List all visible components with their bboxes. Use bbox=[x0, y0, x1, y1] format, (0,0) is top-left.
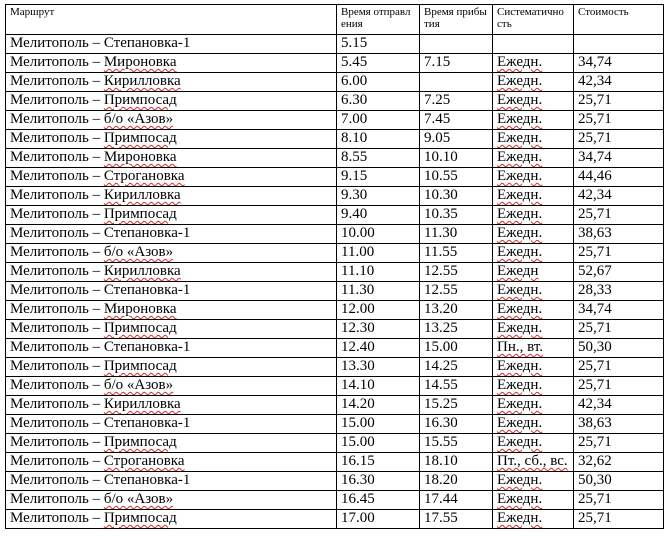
arrival-cell: 11.55 bbox=[420, 244, 493, 263]
route-destination: Примпосад bbox=[103, 130, 177, 146]
route-origin: Мелитополь – bbox=[10, 472, 104, 488]
price-cell: 32,62 bbox=[574, 453, 664, 472]
price-cell: 25,71 bbox=[574, 377, 664, 396]
frequency-cell bbox=[493, 415, 574, 434]
route-origin: Мелитополь – bbox=[10, 111, 104, 127]
departure-cell: 13.30 bbox=[337, 358, 420, 377]
frequency-text: Ежедн. bbox=[497, 358, 543, 374]
table-row bbox=[6, 244, 664, 263]
route-origin: Мелитополь – bbox=[10, 301, 104, 317]
route-cell bbox=[6, 73, 337, 92]
price-cell bbox=[574, 35, 664, 54]
route-destination: Примпосад bbox=[103, 510, 177, 526]
price-cell: 25,71 bbox=[574, 491, 664, 510]
frequency-text: Ежедн. bbox=[497, 130, 543, 146]
arrival-cell: 18.10 bbox=[420, 453, 493, 472]
departure-cell: 16.45 bbox=[337, 491, 420, 510]
route-destination: Степановка-1 bbox=[103, 472, 191, 488]
frequency-text: Ежедн. bbox=[497, 472, 543, 488]
table-row bbox=[6, 263, 664, 282]
arrival-cell: 17.55 bbox=[420, 510, 493, 529]
frequency-text: Ежедн. bbox=[497, 92, 543, 108]
departure-cell: 10.00 bbox=[337, 225, 420, 244]
route-destination: Примпосад bbox=[103, 358, 177, 374]
route-origin: Мелитополь – bbox=[10, 377, 104, 393]
frequency-text: Ежедн. bbox=[497, 282, 543, 298]
arrival-cell: 12.55 bbox=[420, 263, 493, 282]
departure-cell: 5.15 bbox=[337, 35, 420, 54]
route-origin: Мелитополь – bbox=[10, 415, 104, 431]
frequency-text: Ежедн. bbox=[497, 510, 543, 526]
frequency-text: Пт., сб., вс. bbox=[497, 453, 568, 469]
route-destination: Примпосад bbox=[103, 320, 177, 336]
table-row bbox=[6, 187, 664, 206]
price-cell: 25,71 bbox=[574, 358, 664, 377]
table-row bbox=[6, 282, 664, 301]
route-destination: Степановка-1 bbox=[103, 35, 191, 51]
price-cell: 25,71 bbox=[574, 320, 664, 339]
route-origin: Мелитополь – bbox=[10, 130, 104, 146]
route-destination: Степановка-1 bbox=[103, 225, 191, 241]
price-cell: 38,63 bbox=[574, 225, 664, 244]
frequency-text: Ежедн. bbox=[497, 377, 543, 393]
route-origin: Мелитополь – bbox=[10, 206, 104, 222]
route-destination: Мироновка bbox=[103, 149, 177, 165]
price-cell: 25,71 bbox=[574, 111, 664, 130]
arrival-cell: 7.15 bbox=[420, 54, 493, 73]
departure-cell: 9.30 bbox=[337, 187, 420, 206]
departure-cell: 12.30 bbox=[337, 320, 420, 339]
route-cell bbox=[6, 472, 337, 491]
route-destination: Кирилловка bbox=[103, 187, 181, 203]
price-cell: 42,34 bbox=[574, 187, 664, 206]
header-departure: Время отправления bbox=[337, 5, 420, 35]
frequency-cell bbox=[493, 206, 574, 225]
route-origin: Мелитополь – bbox=[10, 320, 104, 336]
frequency-cell bbox=[493, 434, 574, 453]
route-cell bbox=[6, 491, 337, 510]
route-origin: Мелитополь – bbox=[10, 396, 104, 412]
frequency-cell bbox=[493, 54, 574, 73]
frequency-text: Ежедн. bbox=[497, 54, 543, 70]
frequency-cell bbox=[493, 358, 574, 377]
route-cell bbox=[6, 187, 337, 206]
route-destination: Примпосад bbox=[103, 434, 177, 450]
route-cell bbox=[6, 92, 337, 111]
route-cell bbox=[6, 377, 337, 396]
route-origin: Мелитополь – bbox=[10, 510, 104, 526]
route-cell bbox=[6, 415, 337, 434]
departure-cell: 15.00 bbox=[337, 434, 420, 453]
departure-cell: 17.00 bbox=[337, 510, 420, 529]
route-origin: Мелитополь – bbox=[10, 73, 104, 89]
price-cell: 44,46 bbox=[574, 168, 664, 187]
frequency-cell bbox=[493, 301, 574, 320]
arrival-cell: 15.55 bbox=[420, 434, 493, 453]
route-cell bbox=[6, 206, 337, 225]
arrival-cell bbox=[420, 73, 493, 92]
table-row bbox=[6, 434, 664, 453]
frequency-text: Ежедн. bbox=[497, 111, 543, 127]
route-cell bbox=[6, 225, 337, 244]
frequency-cell bbox=[493, 320, 574, 339]
table-row bbox=[6, 339, 664, 358]
frequency-cell bbox=[493, 244, 574, 263]
frequency-text: Ежедн. bbox=[497, 491, 543, 507]
arrival-cell: 12.55 bbox=[420, 282, 493, 301]
frequency-text: Ежедн. bbox=[497, 73, 543, 89]
route-destination: Степановка-1 bbox=[103, 282, 191, 298]
route-cell bbox=[6, 320, 337, 339]
route-cell bbox=[6, 35, 337, 54]
route-cell bbox=[6, 149, 337, 168]
arrival-cell: 17.44 bbox=[420, 491, 493, 510]
price-cell: 38,63 bbox=[574, 415, 664, 434]
departure-cell: 6.30 bbox=[337, 92, 420, 111]
route-cell bbox=[6, 263, 337, 282]
departure-cell: 16.15 bbox=[337, 453, 420, 472]
arrival-cell: 10.35 bbox=[420, 206, 493, 225]
frequency-cell bbox=[493, 282, 574, 301]
route-origin: Мелитополь – bbox=[10, 244, 104, 260]
route-origin: Мелитополь – bbox=[10, 282, 104, 298]
price-cell: 25,71 bbox=[574, 510, 664, 529]
route-cell bbox=[6, 301, 337, 320]
price-cell: 50,30 bbox=[574, 472, 664, 491]
table-row bbox=[6, 491, 664, 510]
departure-cell: 12.00 bbox=[337, 301, 420, 320]
frequency-text: Ежедн bbox=[497, 263, 539, 279]
table-row bbox=[6, 377, 664, 396]
frequency-cell bbox=[493, 187, 574, 206]
table-row bbox=[6, 415, 664, 434]
frequency-text: Пн., вт. bbox=[497, 339, 543, 355]
departure-cell: 12.40 bbox=[337, 339, 420, 358]
schedule-body bbox=[6, 35, 664, 529]
route-destination: Кирилловка bbox=[103, 396, 181, 412]
table-row bbox=[6, 453, 664, 472]
header-frequency: Систематичность bbox=[493, 5, 574, 35]
header-row bbox=[6, 5, 664, 35]
price-cell: 25,71 bbox=[574, 206, 664, 225]
departure-cell: 5.45 bbox=[337, 54, 420, 73]
route-cell bbox=[6, 453, 337, 472]
table-row bbox=[6, 472, 664, 491]
arrival-cell: 9.05 bbox=[420, 130, 493, 149]
departure-cell: 9.15 bbox=[337, 168, 420, 187]
departure-cell: 14.10 bbox=[337, 377, 420, 396]
route-origin: Мелитополь – bbox=[10, 339, 104, 355]
frequency-text: Ежедн. bbox=[497, 301, 543, 317]
price-cell: 25,71 bbox=[574, 434, 664, 453]
table-row bbox=[6, 301, 664, 320]
frequency-text: Ежедн. bbox=[497, 320, 543, 336]
bus-schedule-table bbox=[5, 4, 664, 529]
route-destination: Строгановка bbox=[103, 453, 185, 469]
table-row bbox=[6, 111, 664, 130]
route-cell bbox=[6, 510, 337, 529]
arrival-cell: 13.20 bbox=[420, 301, 493, 320]
route-origin: Мелитополь – bbox=[10, 491, 104, 507]
frequency-cell bbox=[493, 453, 574, 472]
table-row bbox=[6, 73, 664, 92]
route-origin: Мелитополь – bbox=[10, 434, 104, 450]
table-row bbox=[6, 510, 664, 529]
price-cell: 25,71 bbox=[574, 92, 664, 111]
route-destination: Кирилловка bbox=[103, 263, 181, 279]
arrival-cell: 15.00 bbox=[420, 339, 493, 358]
arrival-cell: 18.20 bbox=[420, 472, 493, 491]
arrival-cell: 14.55 bbox=[420, 377, 493, 396]
arrival-cell: 10.10 bbox=[420, 149, 493, 168]
table-row bbox=[6, 130, 664, 149]
route-origin: Мелитополь – bbox=[10, 149, 104, 165]
header-route: Маршрут bbox=[6, 5, 337, 35]
table-row bbox=[6, 320, 664, 339]
route-destination: Мироновка bbox=[103, 301, 177, 317]
frequency-text: Ежедн. bbox=[497, 415, 543, 431]
frequency-text: Ежедн. bbox=[497, 396, 543, 412]
route-destination: б/о «Азов» bbox=[103, 377, 174, 393]
frequency-cell bbox=[493, 377, 574, 396]
departure-cell: 15.00 bbox=[337, 415, 420, 434]
arrival-cell: 14.25 bbox=[420, 358, 493, 377]
route-destination: Примпосад bbox=[103, 92, 177, 108]
arrival-cell: 7.25 bbox=[420, 92, 493, 111]
route-cell bbox=[6, 130, 337, 149]
departure-cell: 8.55 bbox=[337, 149, 420, 168]
route-cell bbox=[6, 168, 337, 187]
route-cell bbox=[6, 434, 337, 453]
table-row bbox=[6, 206, 664, 225]
departure-cell: 11.10 bbox=[337, 263, 420, 282]
route-destination: Строгановка bbox=[103, 168, 185, 184]
arrival-cell: 11.30 bbox=[420, 225, 493, 244]
frequency-text: Ежедн. bbox=[497, 244, 543, 260]
arrival-cell: 16.30 bbox=[420, 415, 493, 434]
table-row bbox=[6, 54, 664, 73]
frequency-text: Ежедн. bbox=[497, 149, 543, 165]
table-row bbox=[6, 92, 664, 111]
route-cell bbox=[6, 339, 337, 358]
route-destination: Кирилловка bbox=[103, 73, 181, 89]
frequency-text: Ежедн. bbox=[497, 434, 543, 450]
frequency-cell bbox=[493, 396, 574, 415]
route-destination: б/о «Азов» bbox=[103, 111, 174, 127]
departure-cell: 11.00 bbox=[337, 244, 420, 263]
frequency-cell bbox=[493, 35, 574, 54]
frequency-cell bbox=[493, 130, 574, 149]
price-cell: 52,67 bbox=[574, 263, 664, 282]
route-cell bbox=[6, 54, 337, 73]
departure-cell: 6.00 bbox=[337, 73, 420, 92]
frequency-text: Ежедн. bbox=[497, 168, 543, 184]
header-price: Стоимость bbox=[574, 5, 664, 35]
route-origin: Мелитополь – bbox=[10, 263, 104, 279]
route-origin: Мелитополь – bbox=[10, 35, 104, 51]
price-cell: 25,71 bbox=[574, 130, 664, 149]
route-destination: б/о «Азов» bbox=[103, 491, 174, 507]
table-row bbox=[6, 35, 664, 54]
arrival-cell: 13.25 bbox=[420, 320, 493, 339]
route-origin: Мелитополь – bbox=[10, 225, 104, 241]
arrival-cell: 7.45 bbox=[420, 111, 493, 130]
departure-cell: 14.20 bbox=[337, 396, 420, 415]
departure-cell: 9.40 bbox=[337, 206, 420, 225]
price-cell: 42,34 bbox=[574, 396, 664, 415]
route-cell bbox=[6, 111, 337, 130]
price-cell: 34,74 bbox=[574, 301, 664, 320]
departure-cell: 7.00 bbox=[337, 111, 420, 130]
frequency-cell bbox=[493, 92, 574, 111]
table-row bbox=[6, 396, 664, 415]
route-destination: Степановка-1 bbox=[103, 415, 191, 431]
route-cell bbox=[6, 244, 337, 263]
frequency-cell bbox=[493, 263, 574, 282]
price-cell: 28,33 bbox=[574, 282, 664, 301]
route-origin: Мелитополь – bbox=[10, 54, 104, 70]
frequency-text: Ежедн. bbox=[497, 206, 543, 222]
price-cell: 34,74 bbox=[574, 149, 664, 168]
arrival-cell: 10.55 bbox=[420, 168, 493, 187]
route-origin: Мелитополь – bbox=[10, 92, 104, 108]
frequency-cell bbox=[493, 149, 574, 168]
departure-cell: 8.10 bbox=[337, 130, 420, 149]
frequency-cell bbox=[493, 111, 574, 130]
frequency-text: Ежедн. bbox=[497, 187, 543, 203]
header-arrival: Время прибытия bbox=[420, 5, 493, 35]
price-cell: 34,74 bbox=[574, 54, 664, 73]
route-origin: Мелитополь – bbox=[10, 187, 104, 203]
route-cell bbox=[6, 358, 337, 377]
price-cell: 25,71 bbox=[574, 244, 664, 263]
price-cell: 42,34 bbox=[574, 73, 664, 92]
frequency-cell bbox=[493, 491, 574, 510]
route-destination: Мироновка bbox=[103, 54, 177, 70]
table-row bbox=[6, 149, 664, 168]
frequency-cell bbox=[493, 168, 574, 187]
route-destination: б/о «Азов» bbox=[103, 244, 174, 260]
frequency-cell bbox=[493, 225, 574, 244]
route-cell bbox=[6, 396, 337, 415]
arrival-cell bbox=[420, 35, 493, 54]
departure-cell: 16.30 bbox=[337, 472, 420, 491]
table-row bbox=[6, 168, 664, 187]
frequency-cell bbox=[493, 73, 574, 92]
route-destination: Степановка-1 bbox=[103, 339, 191, 355]
frequency-text: Ежедн. bbox=[497, 225, 543, 241]
frequency-cell bbox=[493, 472, 574, 491]
route-destination: Примпосад bbox=[103, 206, 177, 222]
arrival-cell: 10.30 bbox=[420, 187, 493, 206]
route-origin: Мелитополь – bbox=[10, 168, 104, 184]
departure-cell: 11.30 bbox=[337, 282, 420, 301]
route-cell bbox=[6, 282, 337, 301]
arrival-cell: 15.25 bbox=[420, 396, 493, 415]
price-cell: 50,30 bbox=[574, 339, 664, 358]
route-origin: Мелитополь – bbox=[10, 358, 104, 374]
route-origin: Мелитополь – bbox=[10, 453, 104, 469]
table-row bbox=[6, 225, 664, 244]
frequency-cell bbox=[493, 339, 574, 358]
table-row bbox=[6, 358, 664, 377]
frequency-cell bbox=[493, 510, 574, 529]
